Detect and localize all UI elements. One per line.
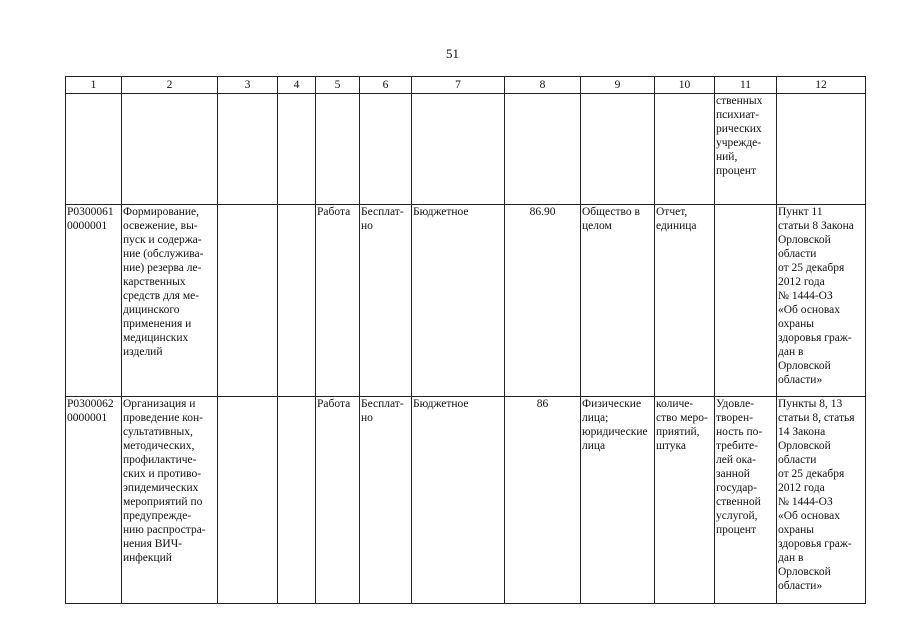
column-header: 6	[360, 77, 412, 94]
table-row	[66, 397, 866, 604]
cell-consumers	[581, 94, 655, 205]
cell-col3	[218, 397, 278, 604]
cell-col4	[278, 397, 316, 604]
cell-consumers: Физические лица; юридические лица	[581, 397, 655, 604]
cell-col3	[218, 94, 278, 205]
cell-consumers: Общество в целом	[581, 205, 655, 397]
cell-legal-basis	[777, 94, 866, 205]
cell-col4	[278, 94, 316, 205]
cell-payment	[360, 94, 412, 205]
column-header: 9	[581, 77, 655, 94]
cell-code	[66, 94, 122, 205]
cell-institution: Бюджетное	[412, 397, 505, 604]
column-header: 4	[278, 77, 316, 94]
column-header: 11	[715, 77, 777, 94]
cell-type	[316, 94, 360, 205]
cell-col3	[218, 205, 278, 397]
cell-code: Р0300061 0000001	[66, 205, 122, 397]
cell-code: Р0300062 0000001	[66, 397, 122, 604]
cell-legal-basis: Пункт 11 статьи 8 Закона Орловской области от 25 декабря 2012 года № 1444-ОЗ «Об основах охраны здоровья граж- дан в Орловской области»	[777, 205, 866, 397]
page-number: 51	[446, 46, 459, 61]
cell-institution: Бюджетное	[412, 205, 505, 397]
cell-quality-indicator: Удовле- творен- ность по- требите- лей ока- занной государ- ственной услугой, процент	[715, 397, 777, 604]
cell-code-okved: 86.90	[505, 205, 581, 397]
cell-code-okved	[505, 94, 581, 205]
column-header: 10	[655, 77, 715, 94]
cell-quality-indicator: ственных психиат- рических учрежде- ний, процент	[715, 94, 777, 205]
cell-code-okved: 86	[505, 397, 581, 604]
cell-payment: Бесплат- но	[360, 205, 412, 397]
column-header: 8	[505, 77, 581, 94]
cell-legal-basis: Пункты 8, 13 статьи 8, статья 14 Закона Орловской области от 25 декабря 2012 года № 1444-ОЗ «Об основах охраны здоровья граж- дан в Орловской области»	[777, 397, 866, 604]
cell-type: Работа	[316, 205, 360, 397]
cell-volume-indicator: Отчет, единица	[655, 205, 715, 397]
cell-col4	[278, 205, 316, 397]
cell-volume-indicator: количе- ство меро- приятий, штука	[655, 397, 715, 604]
cell-quality-indicator	[715, 205, 777, 397]
cell-volume-indicator	[655, 94, 715, 205]
cell-institution	[412, 94, 505, 205]
column-header: 7	[412, 77, 505, 94]
cell-payment: Бесплат- но	[360, 397, 412, 604]
cell-name	[122, 94, 218, 205]
column-header: 1	[66, 77, 122, 94]
column-header: 3	[218, 77, 278, 94]
registry-table	[65, 76, 866, 604]
column-header: 2	[122, 77, 218, 94]
cell-type: Работа	[316, 397, 360, 604]
table-row	[66, 205, 866, 397]
column-header: 5	[316, 77, 360, 94]
table-header-row	[66, 77, 866, 94]
cell-name: Организация и проведение кон- сультативных, методических, профилактиче- ских и противо- эпидемических мероприятий по предупрежде- нию распростра- нения ВИЧ- инфекций	[122, 397, 218, 604]
column-header: 12	[777, 77, 866, 94]
table-row	[66, 94, 866, 205]
cell-name: Формирование, освежение, вы- пуск и содержа- ние (обслужива- ние) резерва ле- карственных средств для ме- дицинского применения и медицинских изделий	[122, 205, 218, 397]
